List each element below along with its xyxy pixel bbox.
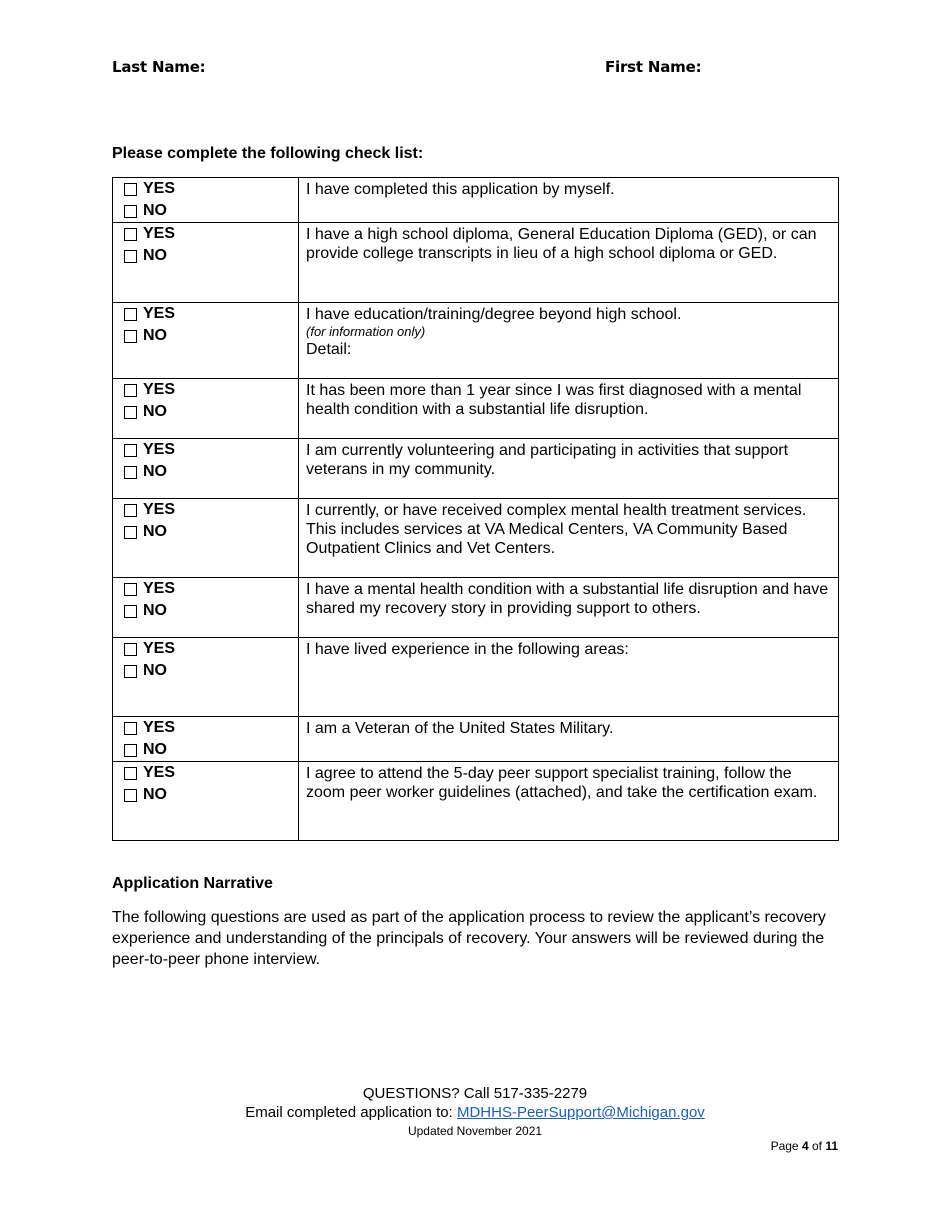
no-label: NO xyxy=(143,741,167,758)
checklist-row xyxy=(113,578,839,638)
yes-label: YES xyxy=(143,180,176,197)
yes-option[interactable] xyxy=(124,578,298,600)
yes-label: YES xyxy=(143,381,176,398)
page-prefix: Page xyxy=(770,1139,802,1153)
page-current: 4 xyxy=(801,1139,809,1153)
checklist-statement xyxy=(299,578,839,638)
checklist-statement xyxy=(299,439,839,499)
statement-text: I am currently volunteering and participating in activities that support veterans in my community. xyxy=(306,442,789,478)
yes-option[interactable] xyxy=(124,717,298,739)
no-option[interactable] xyxy=(124,600,298,622)
no-checkbox[interactable] xyxy=(124,330,137,343)
checklist-row xyxy=(113,303,839,379)
no-option[interactable] xyxy=(124,784,298,806)
checklist-row xyxy=(113,379,839,439)
no-checkbox[interactable] xyxy=(124,789,137,802)
yes-checkbox[interactable] xyxy=(124,444,137,457)
checklist-options xyxy=(113,303,299,379)
yes-label: YES xyxy=(143,764,176,781)
checklist-row xyxy=(113,762,839,841)
footer-email-line xyxy=(0,1104,950,1121)
yes-checkbox[interactable] xyxy=(124,504,137,517)
no-label: NO xyxy=(143,662,167,679)
checklist-statement xyxy=(299,303,839,379)
yes-label: YES xyxy=(143,501,176,518)
no-option[interactable] xyxy=(124,739,298,761)
yes-label: YES xyxy=(143,580,176,597)
no-option[interactable] xyxy=(124,200,298,222)
first-name-label: First Name: xyxy=(605,58,702,76)
checklist-statement xyxy=(299,223,839,303)
email-link[interactable]: MDHHS-PeerSupport@Michigan.gov xyxy=(456,1104,705,1121)
checklist-options xyxy=(113,762,299,841)
statement-text: It has been more than 1 year since I was first diagnosed with a mental health condition with a substantial life disruption. xyxy=(306,382,802,418)
page-number xyxy=(771,1139,838,1153)
no-checkbox[interactable] xyxy=(124,250,137,263)
checklist-options xyxy=(113,223,299,303)
statement-text: I have completed this application by myself. xyxy=(306,181,615,198)
statement-note: (for information only) xyxy=(306,324,426,339)
yes-label: YES xyxy=(143,719,176,736)
no-option[interactable] xyxy=(124,461,298,483)
yes-label: YES xyxy=(143,441,176,458)
yes-checkbox[interactable] xyxy=(124,722,137,735)
checklist-statement xyxy=(299,379,839,439)
no-checkbox[interactable] xyxy=(124,406,137,419)
yes-option[interactable] xyxy=(124,178,298,200)
no-checkbox[interactable] xyxy=(124,744,137,757)
no-option[interactable] xyxy=(124,521,298,543)
yes-option[interactable] xyxy=(124,762,298,784)
checklist-options xyxy=(113,439,299,499)
no-option[interactable] xyxy=(124,660,298,682)
checklist-row xyxy=(113,223,839,303)
statement-text: I have a mental health condition with a substantial life disruption and have shared my recovery story in providing support to others. xyxy=(306,581,829,617)
yes-option[interactable] xyxy=(124,303,298,325)
yes-checkbox[interactable] xyxy=(124,308,137,321)
no-option[interactable] xyxy=(124,325,298,347)
statement-text: I have a high school diploma, General Education Diploma (GED), or can provide college transcripts in lieu of a high school diploma or GED. xyxy=(306,226,817,262)
statement-detail-label: Detail: xyxy=(306,341,352,358)
yes-option[interactable] xyxy=(124,223,298,245)
checklist-options xyxy=(113,578,299,638)
checklist-row xyxy=(113,717,839,762)
yes-checkbox[interactable] xyxy=(124,384,137,397)
statement-text: I agree to attend the 5-day peer support specialist training, follow the zoom peer worker guidelines (attached), and take the certification exam. xyxy=(306,765,818,801)
checklist-options xyxy=(113,638,299,717)
statement-text: I have lived experience in the following areas: xyxy=(306,641,629,658)
yes-checkbox[interactable] xyxy=(124,228,137,241)
checklist-options xyxy=(113,379,299,439)
no-label: NO xyxy=(143,463,167,480)
yes-checkbox[interactable] xyxy=(124,183,137,196)
footer-questions: QUESTIONS? Call 517-335-2279 xyxy=(362,1085,588,1102)
yes-checkbox[interactable] xyxy=(124,767,137,780)
statement-text: I have education/training/degree beyond high school. xyxy=(306,306,682,323)
checklist-statement xyxy=(299,499,839,578)
yes-option[interactable] xyxy=(124,379,298,401)
yes-option[interactable] xyxy=(124,439,298,461)
footer-email-prefix: Email completed application to: xyxy=(245,1104,457,1121)
yes-checkbox[interactable] xyxy=(124,643,137,656)
last-name-label: Last Name: xyxy=(112,58,206,76)
no-label: NO xyxy=(143,202,167,219)
no-label: NO xyxy=(143,786,167,803)
yes-label: YES xyxy=(143,305,176,322)
no-checkbox[interactable] xyxy=(124,205,137,218)
checklist-row xyxy=(113,178,839,223)
page-of: of xyxy=(808,1139,826,1153)
no-label: NO xyxy=(143,403,167,420)
no-checkbox[interactable] xyxy=(124,665,137,678)
no-option[interactable] xyxy=(124,401,298,423)
statement-text: I currently, or have received complex mental health treatment services. This includes services at VA Medical Centers, VA Community Based Outpatient Clinics and Vet Centers. xyxy=(306,502,807,557)
checklist-table xyxy=(112,177,839,841)
checklist-statement xyxy=(299,717,839,762)
no-option[interactable] xyxy=(124,245,298,267)
checklist-heading: Please complete the following check list: xyxy=(112,145,424,162)
no-checkbox[interactable] xyxy=(124,605,137,618)
no-label: NO xyxy=(143,602,167,619)
yes-checkbox[interactable] xyxy=(124,583,137,596)
no-label: NO xyxy=(143,523,167,540)
no-label: NO xyxy=(143,247,167,264)
yes-label: YES xyxy=(143,640,176,657)
page-total: 11 xyxy=(825,1139,838,1153)
checklist-statement xyxy=(299,762,839,841)
no-label: NO xyxy=(143,327,167,344)
checklist-options xyxy=(113,499,299,578)
checklist-row xyxy=(113,439,839,499)
no-checkbox[interactable] xyxy=(124,526,137,539)
no-checkbox[interactable] xyxy=(124,466,137,479)
narrative-heading: Application Narrative xyxy=(112,875,273,892)
narrative-body: The following questions are used as part of the application process to review the applicant’s recovery experience and understanding of the principals of recovery. Your answers will be reviewed during the peer-to-peer phone interview. xyxy=(112,909,826,968)
footer-updated: Updated November 2021 xyxy=(407,1124,543,1138)
checklist-options xyxy=(113,717,299,762)
checklist-options xyxy=(113,178,299,223)
statement-text: I am a Veteran of the United States Military. xyxy=(306,720,614,737)
yes-option[interactable] xyxy=(124,499,298,521)
checklist-row xyxy=(113,638,839,717)
checklist-statement xyxy=(299,638,839,717)
checklist-statement xyxy=(299,178,839,223)
checklist-row xyxy=(113,499,839,578)
yes-option[interactable] xyxy=(124,638,298,660)
yes-label: YES xyxy=(143,225,176,242)
